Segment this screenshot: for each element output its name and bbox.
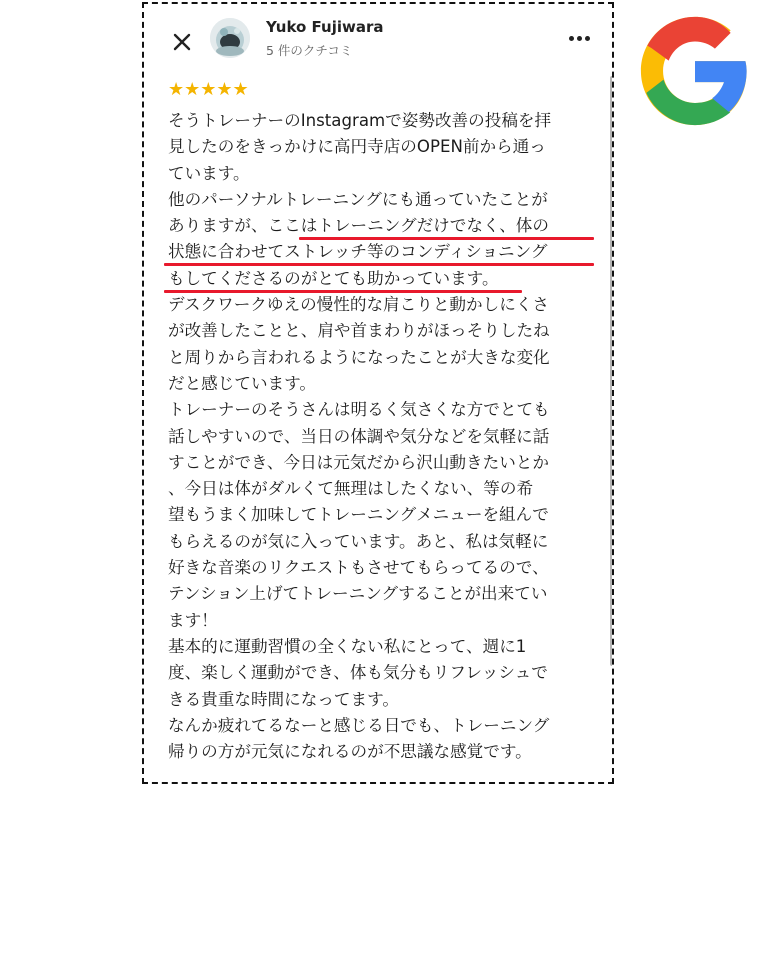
- review-line: 話しやすいので、当日の体調や気分などを気軽に話: [168, 426, 550, 446]
- review-line: トレーナーのそうさんは明るく気さくな方でとても: [168, 400, 550, 420]
- review-line: もらえるのが気に入っています。あと、私は気軽に: [168, 531, 549, 551]
- review-line: 望もうまく加味してトレーニングメニューを組んで: [168, 505, 549, 525]
- reviewer-name[interactable]: Yuko Fujiwara: [266, 18, 384, 36]
- review-line: 、今日は体がダルくて無理はしたくない、等の希: [168, 479, 534, 499]
- review-line: きる貴重な時間になってます。: [168, 689, 399, 709]
- review-line: 基本的に運動習慣の全くない私にとって、週に1: [168, 636, 527, 656]
- review-line: もしてくださるのがとても助かっています。: [168, 266, 598, 292]
- review-line: ています。: [168, 163, 250, 183]
- review-line: デスクワークゆえの慢性的な肩こりと動かしにくさ: [168, 295, 549, 315]
- google-logo-icon: [636, 12, 754, 130]
- review-line: 状態に合わせてストレッチ等のコンディショニング: [168, 239, 598, 265]
- review-line: テンション上げてトレーニングすることが出来てい: [168, 584, 548, 604]
- review-line: だと感じています。: [168, 373, 317, 393]
- scrollbar[interactable]: [610, 76, 614, 666]
- review-card: [142, 2, 614, 784]
- review-line: すことができ、今日は元気だから沢山動きたいとか: [168, 452, 549, 472]
- close-icon[interactable]: [170, 30, 194, 54]
- review-line: ありますが、ここはトレーニングだけでなく、体の: [168, 213, 598, 239]
- more-options-icon[interactable]: [566, 28, 592, 48]
- review-count: 5 件のクチコミ: [266, 43, 353, 58]
- review-line: 帰りの方が元気になれるのが不思議な感覚です。: [168, 742, 532, 762]
- review-line: 見したのをきっかけに高円寺店のOPEN前から通っ: [168, 137, 546, 157]
- review-line: そうトレーナーのInstagramで姿勢改善の投稿を拝: [168, 111, 552, 130]
- review-text: [168, 108, 598, 765]
- review-line: なんか疲れてるなーと感じる日でも、トレーニング: [168, 715, 550, 735]
- star-rating: ★★★★★: [168, 79, 249, 100]
- review-line: 好きな音楽のリクエストもさせてもらってるので、: [168, 558, 549, 578]
- review-line: 他のパーソナルトレーニングにも通っていたことが: [168, 189, 548, 209]
- review-line: ます！: [168, 610, 218, 630]
- avatar[interactable]: [210, 18, 250, 58]
- review-line: と周りから言われるようになったことが大きな変化: [168, 347, 550, 367]
- review-line: 度、楽しく運動ができ、体も気分もリフレッシュで: [168, 663, 548, 683]
- review-line: が改善したことと、肩や首まわりがほっそりしたね: [168, 321, 550, 341]
